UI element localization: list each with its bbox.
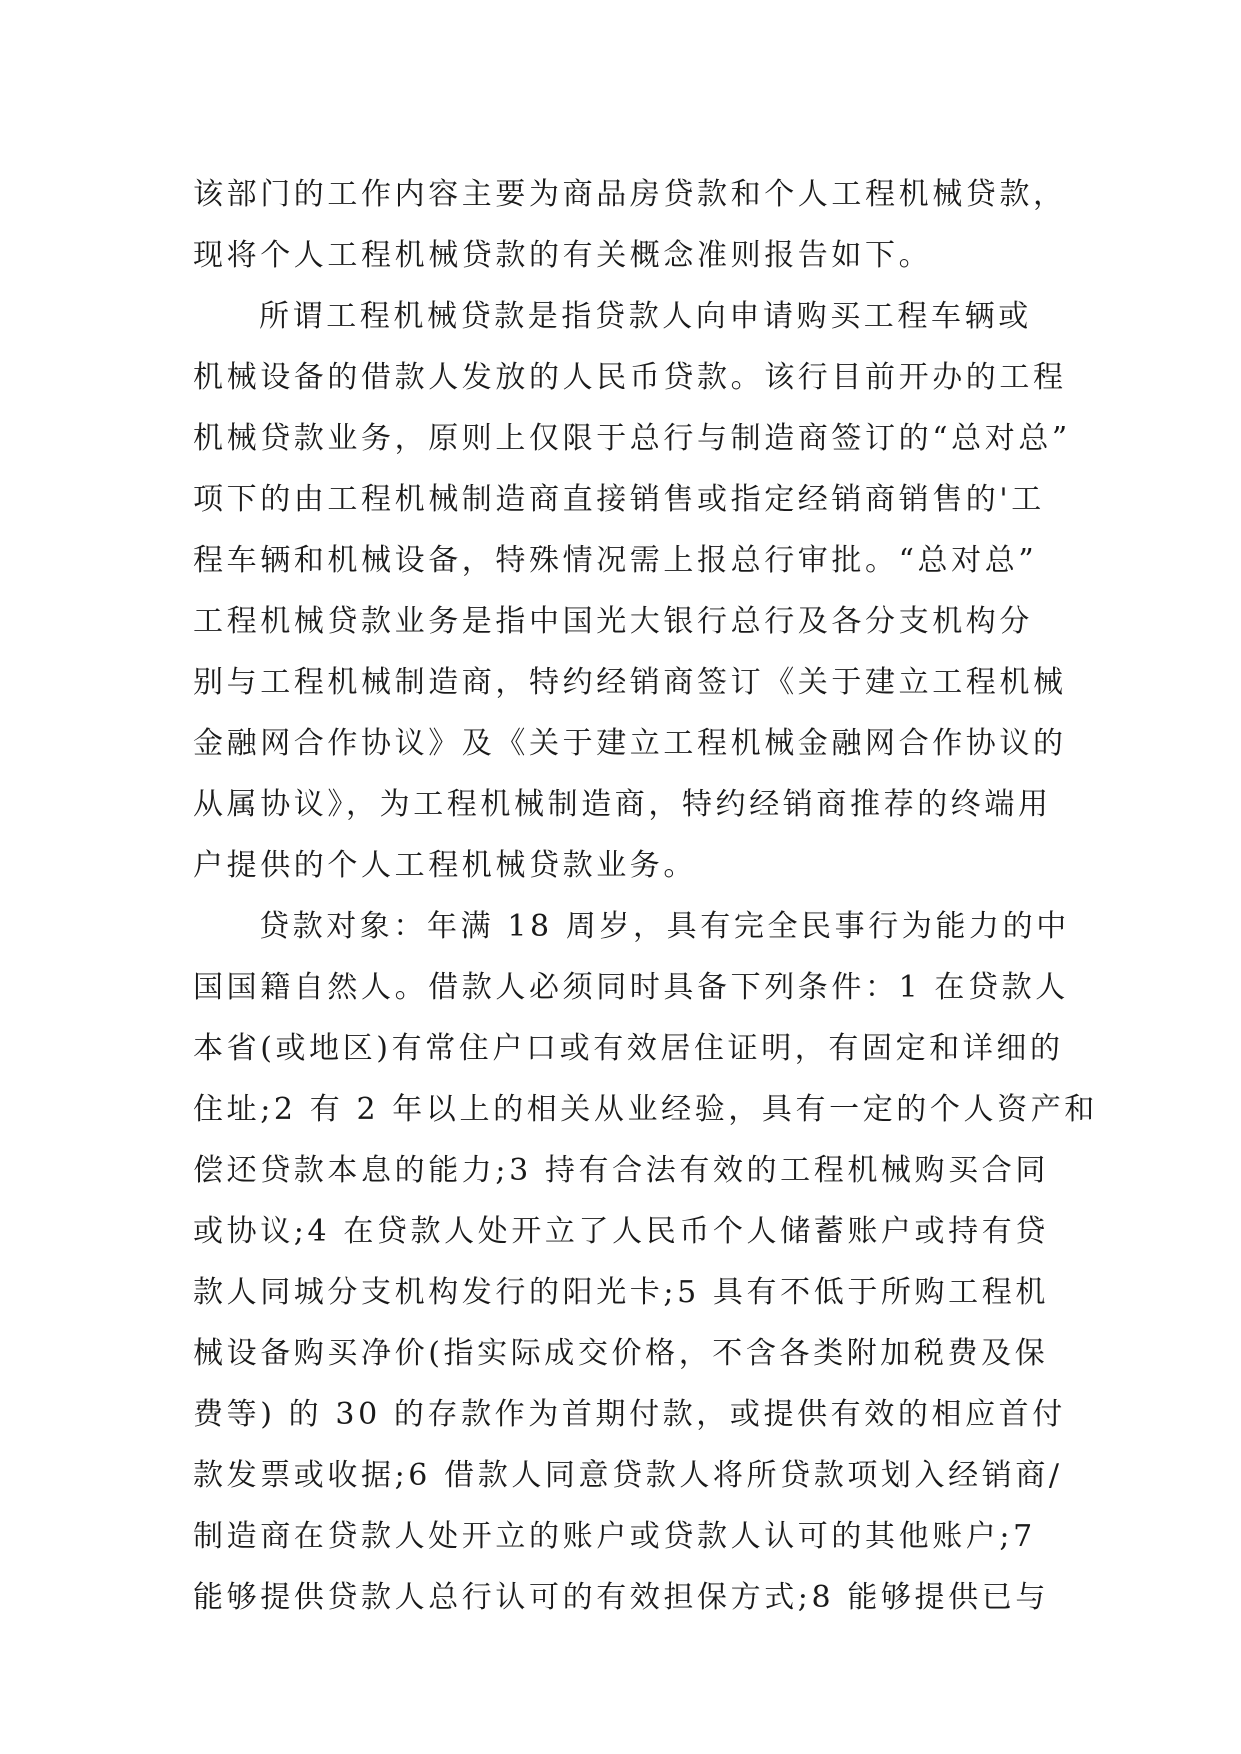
text-line: 工程机械贷款业务是指中国光大银行总行及各分支机构分 (193, 604, 1033, 639)
text-line: 费等) 的 30 的存款作为首期付款，或提供有效的相应首付 (193, 1397, 1066, 1432)
text-line: 该部门的工作内容主要为商品房贷款和个人工程机械贷款， (193, 177, 1067, 212)
text-line: 本省(或地区)有常住户口或有效居住证明，有固定和详细的 (193, 1031, 1064, 1066)
text-line: 项下的由工程机械制造商直接销售或指定经销商销售的'工 (193, 482, 1045, 517)
text-line: 或协议;4 在贷款人处开立了人民币个人储蓄账户或持有贷 (193, 1214, 1049, 1249)
text-line: 金融网合作协议》及《关于建立工程机械金融网合作协议的 (193, 726, 1067, 761)
text-line: 制造商在贷款人处开立的账户或贷款人认可的其他账户;7 (193, 1519, 1036, 1554)
paragraph-start-line: 贷款对象：年满 18 周岁，具有完全民事行为能力的中 (259, 909, 1070, 944)
text-line: 械设备购买净价(指实际成交价格，不含各类附加税费及保 (193, 1336, 1049, 1371)
text-line: 偿还贷款本息的能力;3 持有合法有效的工程机械购买合同 (193, 1153, 1049, 1188)
text-line: 国国籍自然人。借款人必须同时具备下列条件：1 在贷款人 (193, 970, 1069, 1005)
text-line: 住址;2 有 2 年以上的相关从业经验，具有一定的个人资产和 (193, 1092, 1098, 1127)
text-line: 现将个人工程机械贷款的有关概念准则报告如下。 (193, 238, 933, 273)
text-line: 款人同城分支机构发行的阳光卡;5 具有不低于所购工程机 (193, 1275, 1049, 1310)
text-line: 机械贷款业务，原则上仅限于总行与制造商签订的“总对总” (193, 421, 1071, 456)
text-line: 机械设备的借款人发放的人民币贷款。该行目前开办的工程 (193, 360, 1067, 395)
text-line: 能够提供贷款人总行认可的有效担保方式;8 能够提供已与 (193, 1580, 1049, 1615)
text-line: 程车辆和机械设备，特殊情况需上报总行审批。“总对总” (193, 543, 1038, 578)
text-line: 从属协议》，为工程机械制造商，特约经销商推荐的终端用 (193, 787, 1052, 822)
text-line: 款发票或收据;6 借款人同意贷款人将所贷款项划入经销商/ (193, 1458, 1063, 1493)
text-line: 别与工程机械制造商，特约经销商签订《关于建立工程机械 (193, 665, 1067, 700)
document-body (193, 164, 1098, 1628)
paragraph-start-line: 所谓工程机械贷款是指贷款人向申请购买工程车辆或 (259, 299, 1032, 334)
text-line: 户提供的个人工程机械贷款业务。 (193, 848, 697, 883)
